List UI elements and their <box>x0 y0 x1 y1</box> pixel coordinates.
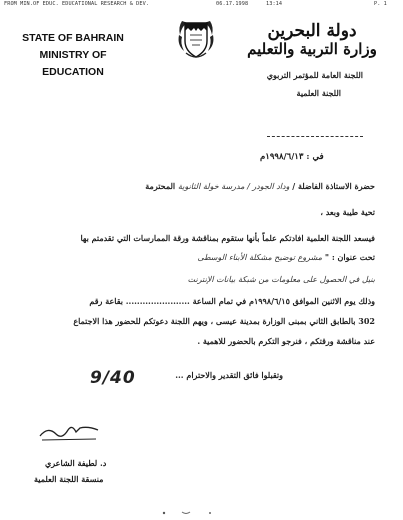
addressee-handwritten: وداد الجودر / مدرسة خولة الثانوية <box>177 182 290 191</box>
scan-artifact <box>160 510 220 516</box>
fax-date: 06.17.1998 <box>216 1 249 7</box>
english-state-name: STATE OF BAHRAIN <box>22 32 124 44</box>
arabic-letterhead <box>247 22 377 58</box>
paper-title-handwritten-1: مشروع توضيح مشكلة الأبناء الوسطى <box>197 253 323 262</box>
fax-page: P. 1 <box>374 1 387 7</box>
closing-line: وتقبلوا فائق التقدير والاحترام ... <box>175 370 283 380</box>
signatory-title: منسقة اللجنة العلمية <box>34 474 104 484</box>
letterhead-divider <box>267 136 363 137</box>
salutation-line <box>145 181 375 191</box>
paper-title-handwritten-2: بنيل في الحصول على معلومات من شبكة بيانات الإنترنت <box>187 275 375 284</box>
signatory-name: د. لطيفة الشاعري <box>45 458 107 468</box>
arabic-ministry-name: وزارة التربية والتعليم <box>247 40 377 58</box>
salutation-suffix: المحترمة <box>145 181 176 191</box>
arabic-state-name: دولة البحرين <box>267 21 357 41</box>
arabic-department: اللجنة العامة للمؤتمر التربوي <box>266 70 363 80</box>
paper-title-line-1 <box>198 252 375 262</box>
arabic-committee: اللجنة العلمية <box>296 88 341 98</box>
letter-date: في : ١٩٩٨/٦/١٣م <box>260 152 324 162</box>
signature-mark <box>38 422 100 444</box>
body-paragraph-1: فيسعد اللجنة العلمية افادتكم علماً بأنها ستقوم بمناقشة ورقة الممارسات التي تقدمتم بها <box>80 233 375 243</box>
fax-time: 13:14 <box>266 1 283 7</box>
english-letterhead <box>14 30 132 81</box>
body-paragraph-2: وذلك يوم الاثنين الموافق ١٩٩٨/٦/١٥م في تمام الساعة ....................... بقاعة رقم <box>89 296 375 306</box>
body-paragraph-4: عند مناقشة ورقتكم ، فنرجو التكرم بالحضور للاهمية . <box>197 336 375 346</box>
english-ministry-name: MINISTRY OF EDUCATION <box>39 49 107 78</box>
salutation-prefix: حضرة الاستاذة الفاضلة / <box>292 181 375 191</box>
bahrain-emblem-icon <box>176 17 216 61</box>
greeting: تحية طيبة وبعد ، <box>320 207 375 217</box>
body-paragraph-3: 302 بالطابق الثاني بمبنى الوزارة بمدينة عيسى ، ويهم اللجنة دعوتكم للحضور هذا الاجتماع <box>73 316 375 326</box>
meeting-time-handwritten: 9/40 <box>90 368 136 388</box>
paper-title-prefix: تحت عنوان : " <box>324 252 375 262</box>
paper-title-line-2 <box>188 274 375 284</box>
fax-sender: FROM MIN.OF EDUC. EDUCATIONAL RESEARCH & DEV. <box>4 1 150 7</box>
